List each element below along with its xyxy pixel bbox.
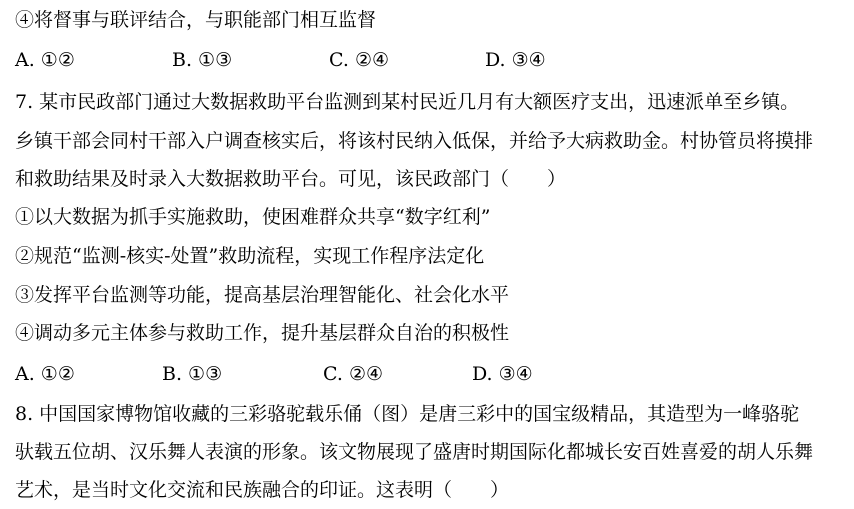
q7-item-4: ④调动多元主体参与救助工作，提升基层群众自治的积极性	[15, 322, 510, 344]
q6-option-a: A. ①②	[15, 49, 75, 71]
q7-option-a: A. ①②	[15, 363, 75, 385]
q7-item-2: ②规范“监测-核实-处置”救助流程，实现工作程序法定化	[15, 245, 485, 267]
q7-option-b: B. ①③	[162, 363, 223, 385]
q6-options	[15, 48, 845, 72]
q6-option-c: C. ②④	[329, 49, 390, 71]
q6-option-b: B. ①③	[172, 49, 233, 71]
q7-stem-line-2: 乡镇干部会同村干部入户调查核实后，将该村民纳入低保，并给予大病救助金。村协管员将摸排	[15, 130, 814, 152]
q6-option-d: D. ③④	[485, 49, 546, 71]
q7-option-d: D. ③④	[472, 363, 533, 385]
q7-stem-line-1: 7. 某市民政部门通过大数据救助平台监测到某村民近几月有大额医疗支出，迅速派单至乡镇。	[15, 91, 800, 113]
q6-item-4: ④将督事与联评结合，与职能部门相互监督	[15, 9, 377, 31]
q8-stem-line-3: 艺术，是当时文化交流和民族融合的印证。这表明（ ）	[15, 479, 510, 501]
q7-item-3: ③发挥平台监测等功能，提高基层治理智能化、社会化水平	[15, 284, 510, 306]
q7-options	[15, 362, 845, 386]
q8-stem-line-2: 驮载五位胡、汉乐舞人表演的形象。该文物展现了盛唐时期国际化都城长安百姓喜爱的胡人乐舞	[15, 441, 814, 463]
q7-option-c: C. ②④	[323, 363, 384, 385]
q8-stem-line-1: 8. 中国国家博物馆收藏的三彩骆驼载乐俑（图）是唐三彩中的国宝级精品，其造型为一峰骆驼	[15, 403, 800, 425]
q7-stem-line-3: 和救助结果及时录入大数据救助平台。可见，该民政部门（ ）	[15, 168, 567, 190]
q7-item-1: ①以大数据为抓手实施救助，使困难群众共享“数字红利”	[15, 206, 491, 228]
